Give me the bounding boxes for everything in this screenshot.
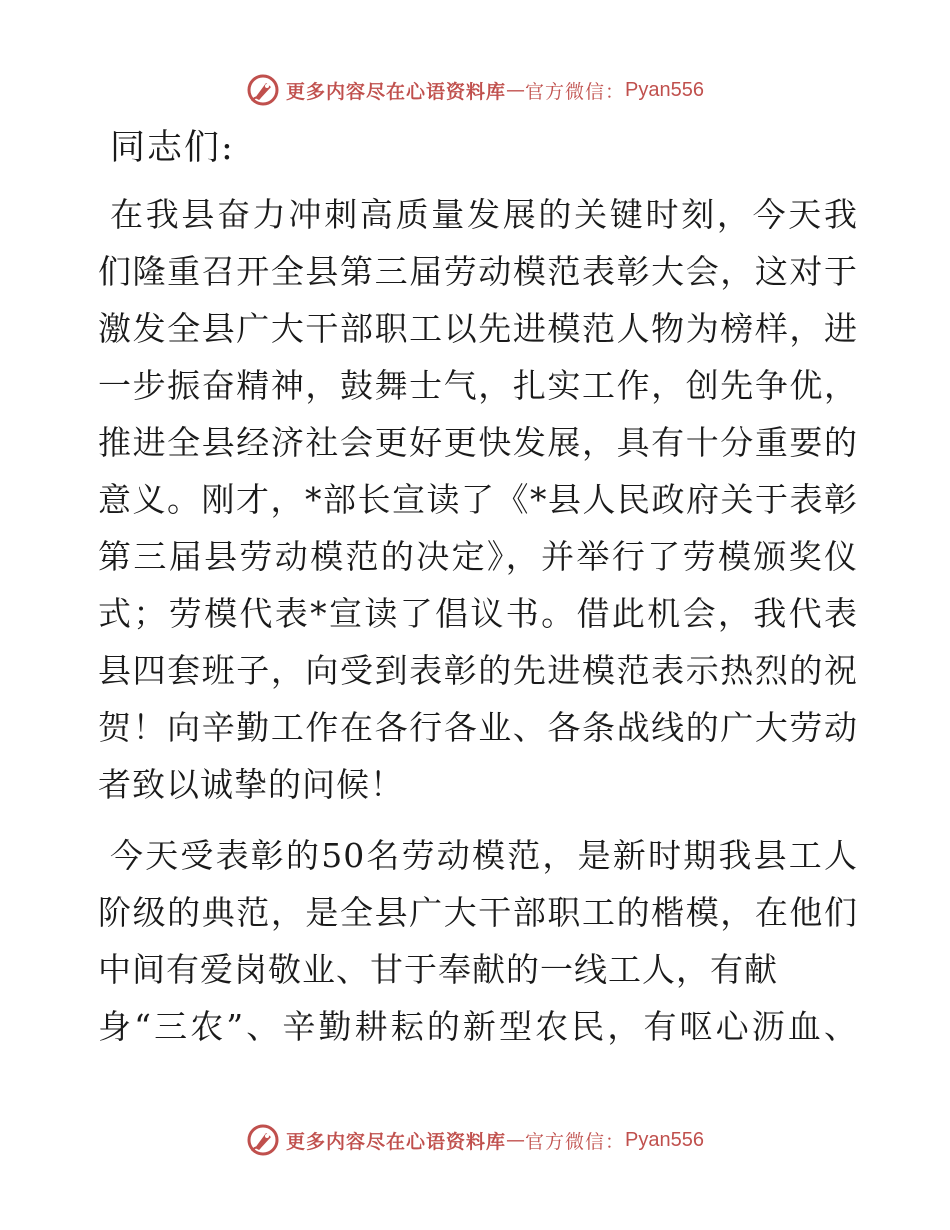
paragraph-line: 们隆重召开全县第三届劳动模范表彰大会，这对于 bbox=[98, 252, 858, 291]
paragraph-line: 激发全县广大干部职工以先进模范人物为榜样，进 bbox=[98, 309, 858, 348]
paragraph-line: 贺！向辛勤工作在各行各业、各条战线的广大劳动 bbox=[98, 708, 858, 747]
paragraph-2 bbox=[98, 827, 858, 1055]
paragraph-line: 第三届县劳动模范的决定》，并举行了劳模颁奖仪 bbox=[98, 537, 858, 576]
pen-nib-logo-icon bbox=[246, 1123, 280, 1157]
paragraph-line: 意义。刚才，*部长宣读了《*县人民政府关于表彰 bbox=[98, 480, 858, 519]
header-brand-text: 更多内容尽在心语资料库 bbox=[286, 80, 507, 103]
footer-wechat-handle: Pyan556 bbox=[625, 1128, 704, 1151]
footer-banner bbox=[0, 1120, 950, 1160]
paragraph-1 bbox=[98, 186, 858, 813]
document-body bbox=[98, 122, 858, 1069]
footer-dash: — bbox=[506, 1129, 526, 1151]
paragraph-line: 阶级的典范，是全县广大干部职工的楷模，在他们 bbox=[98, 893, 858, 932]
footer-brand-text: 更多内容尽在心语资料库 bbox=[286, 1130, 507, 1153]
paragraph-line: 推进全县经济社会更好更快发展，具有十分重要的 bbox=[98, 423, 858, 462]
salutation: 同志们: bbox=[110, 128, 235, 168]
footer-wechat-label: 官方微信： bbox=[525, 1130, 626, 1153]
header-dash: — bbox=[506, 79, 526, 101]
paragraph-line: 身“三农”、辛勤耕耘的新型农民，有呕心沥血、 bbox=[98, 1007, 858, 1046]
paragraph-line: 者致以诚挚的问候！ bbox=[98, 765, 404, 804]
paragraph-line: 今天受表彰的50名劳动模范，是新时期我县工人 bbox=[110, 836, 858, 875]
pen-nib-logo-icon bbox=[246, 73, 280, 107]
paragraph-line: 县四套班子，向受到表彰的先进模范表示热烈的祝 bbox=[98, 651, 858, 690]
paragraph-line: 式；劳模代表*宣读了倡议书。借此机会，我代表 bbox=[98, 594, 858, 633]
header-wechat-handle: Pyan556 bbox=[625, 78, 704, 101]
paragraph-line: 一步振奋精神，鼓舞士气，扎实工作，创先争优， bbox=[98, 366, 858, 405]
paragraph-line: 在我县奋力冲刺高质量发展的关键时刻，今天我 bbox=[110, 195, 858, 234]
paragraph-line: 中间有爱岗敬业、甘于奉献的一线工人，有献 bbox=[98, 950, 778, 989]
header-banner bbox=[0, 70, 950, 110]
header-wechat-label: 官方微信： bbox=[525, 80, 626, 103]
